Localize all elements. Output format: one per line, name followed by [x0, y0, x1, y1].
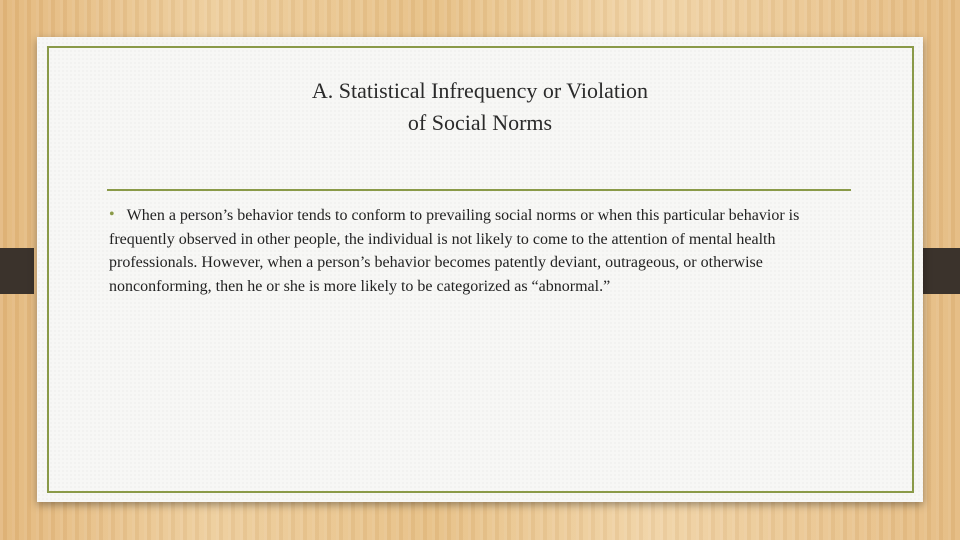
bullet-icon: •	[109, 206, 115, 223]
slide-card	[37, 37, 923, 502]
title-line-2: of Social Norms	[407, 110, 553, 135]
title-divider	[107, 189, 851, 191]
title-line-1: A. Statistical Infrequency or Violation	[311, 78, 649, 103]
left-side-tab	[0, 248, 34, 294]
bullet-paragraph	[109, 204, 849, 298]
bullet-text: When a person’s behavior tends to conform to prevailing social norms or when this particular behavior is frequently observed in other people, the individual is not likely to come to the attention of mental health professionals. However, when a person’s behavior becomes patently deviant, outrageous, or otherwise nonconforming, then he or she is more likely to be categorized as “abnormal.”	[109, 207, 800, 295]
slide-title	[37, 75, 923, 139]
